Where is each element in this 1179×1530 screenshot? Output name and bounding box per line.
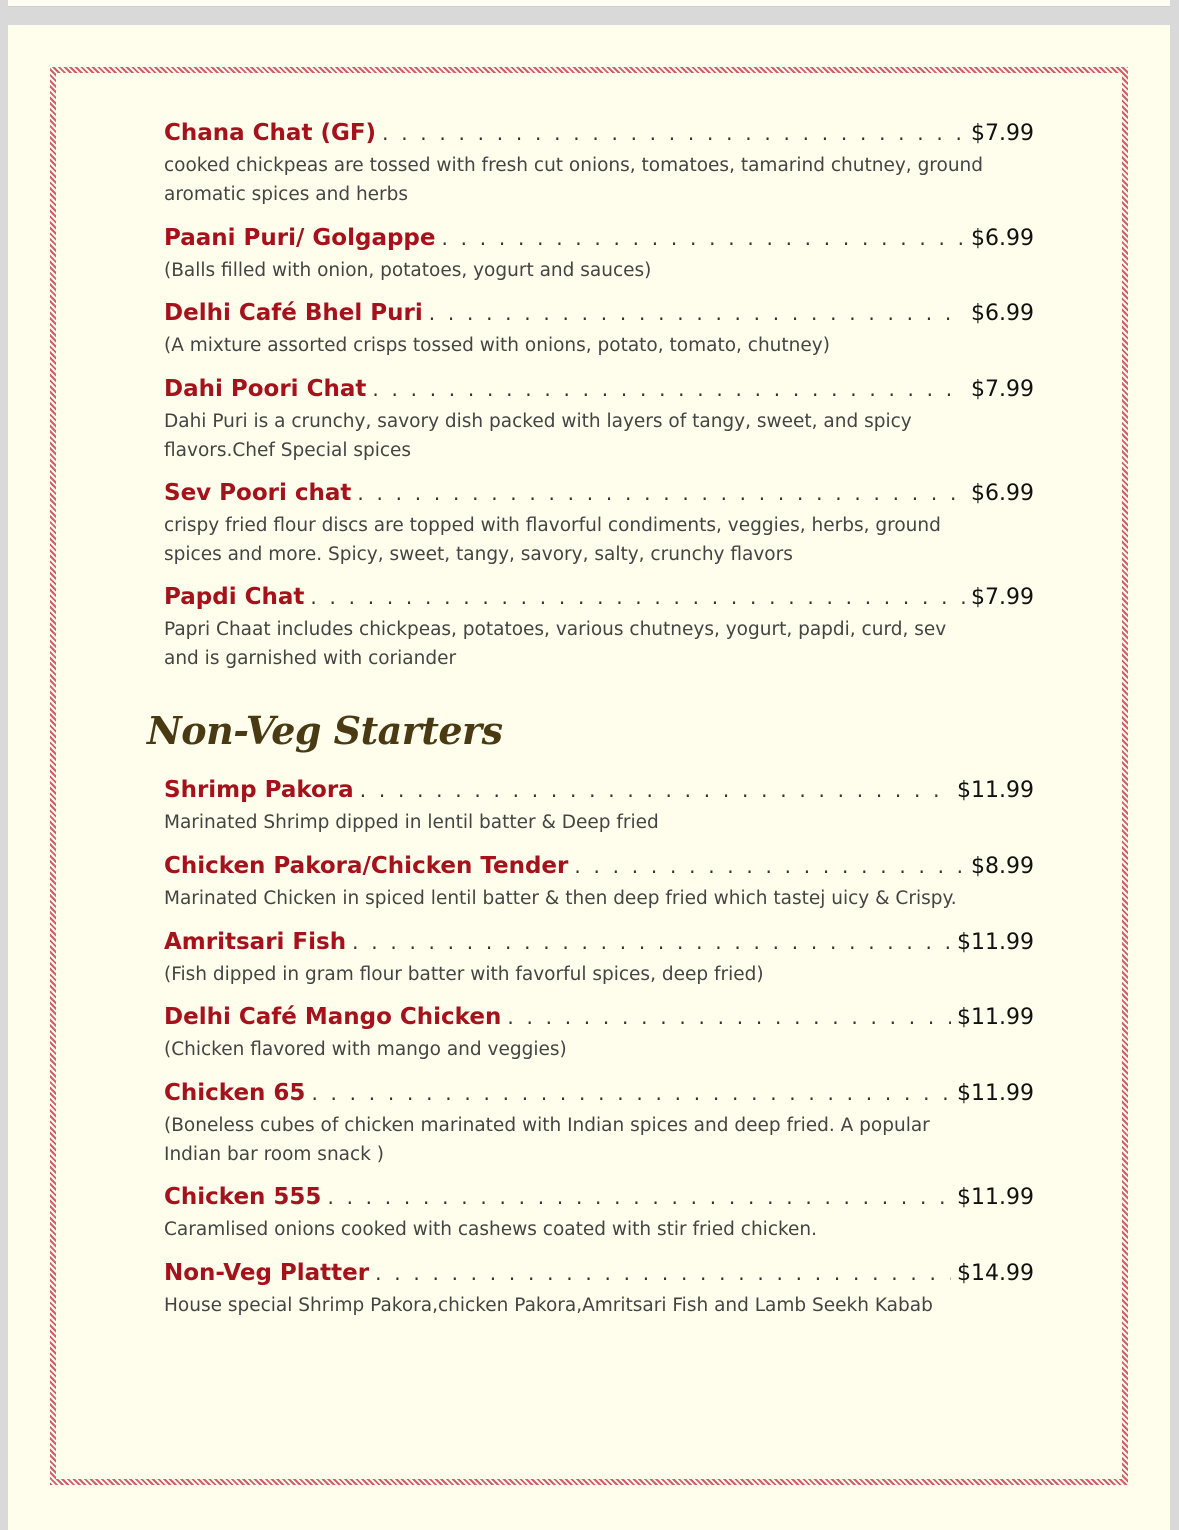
item-price: $11.99	[957, 930, 1034, 955]
menu-item	[164, 584, 1034, 673]
section-title: Non-Veg Starters	[147, 708, 503, 753]
item-description: Caramlised onions cooked with cashews coated with stir fried chicken.	[164, 1219, 818, 1240]
item-description: (Chicken flavored with mango and veggies)	[164, 1039, 567, 1060]
item-name: Delhi Café Mango Chicken	[164, 1004, 502, 1030]
dot-leader	[352, 930, 951, 954]
item-name: Dahi Poori Chat	[164, 376, 367, 402]
item-price: $11.99	[957, 1185, 1034, 1210]
item-price: $8.99	[971, 854, 1034, 879]
item-description: cooked chickpeas are tossed with fresh cut onions, tomatoes, tamarind chutney, ground aromatic spices and herbs	[164, 155, 984, 205]
dot-leader	[372, 377, 965, 401]
menu-item	[164, 120, 1034, 209]
item-name: Paani Puri/ Golgappe	[164, 225, 436, 251]
menu-item	[164, 853, 1034, 913]
item-name: Non-Veg Platter	[164, 1260, 370, 1286]
item-description: crispy fried flour discs are topped with flavorful condiments, veggies, herbs, ground spices and more. Spicy, sweet, tangy, savory, salty, crunchy flavors	[164, 515, 941, 565]
dot-leader	[507, 1005, 951, 1029]
item-name: Chana Chat (GF)	[164, 120, 377, 146]
dot-leader	[357, 481, 965, 505]
item-name: Chicken Pakora/Chicken Tender	[164, 853, 569, 879]
item-name: Chicken 65	[164, 1080, 306, 1106]
menu-item	[164, 1184, 1034, 1244]
item-description: Dahi Puri is a crunchy, savory dish packed with layers of tangy, sweet, and spicy flavors.Chef Special spices	[164, 411, 912, 461]
menu-page	[8, 25, 1170, 1530]
item-price: $7.99	[971, 377, 1034, 402]
item-price: $7.99	[971, 585, 1034, 610]
dot-leader	[360, 778, 951, 802]
dot-leader	[310, 585, 965, 609]
item-name: Papdi Chat	[164, 584, 305, 610]
dot-leader	[327, 1185, 951, 1209]
item-description: House special Shrimp Pakora,chicken Pakora,Amritsari Fish and Lamb Seekh Kabab	[164, 1295, 933, 1316]
item-description: (A mixture assorted crisps tossed with onions, potato, tomato, chutney)	[164, 335, 830, 356]
item-price: $11.99	[957, 1081, 1034, 1106]
item-description: (Fish dipped in gram flour batter with favorful spices, deep fried)	[164, 964, 764, 985]
dot-leader	[375, 1261, 951, 1285]
dot-leader	[442, 226, 966, 250]
item-description: Papri Chaat includes chickpeas, potatoes, various chutneys, yogurt, papdi, curd, sev and is garnished with coriander	[164, 619, 947, 669]
menu-item	[164, 1004, 1034, 1064]
item-description: Marinated Chicken in spiced lentil batter & then deep fried which tastej uicy & Crispy.	[164, 888, 957, 909]
menu-item	[164, 376, 1034, 465]
menu-item	[164, 225, 1034, 285]
item-name: Chicken 555	[164, 1184, 322, 1210]
menu-item	[164, 1080, 1034, 1169]
menu-item	[164, 300, 1034, 360]
item-description: Marinated Shrimp dipped in lentil batter & Deep fried	[164, 812, 659, 833]
item-name: Shrimp Pakora	[164, 777, 354, 803]
dot-leader	[382, 121, 965, 145]
item-price: $7.99	[971, 121, 1034, 146]
item-description: (Boneless cubes of chicken marinated with Indian spices and deep fried. A popular Indian bar room snack )	[164, 1115, 930, 1165]
item-description: (Balls filled with onion, potatoes, yogurt and sauces)	[164, 260, 652, 281]
menu-item	[164, 480, 1034, 569]
item-name: Amritsari Fish	[164, 929, 347, 955]
item-price: $6.99	[971, 301, 1034, 326]
previous-page-edge	[8, 0, 1170, 7]
item-price: $14.99	[957, 1261, 1034, 1286]
item-price: $11.99	[957, 1005, 1034, 1030]
dot-leader	[429, 301, 965, 325]
item-price: $6.99	[971, 481, 1034, 506]
menu-item	[164, 777, 1034, 837]
dot-leader	[311, 1081, 951, 1105]
item-name: Sev Poori chat	[164, 480, 352, 506]
item-name: Delhi Café Bhel Puri	[164, 300, 423, 326]
item-price: $6.99	[971, 226, 1034, 251]
item-price: $11.99	[957, 778, 1034, 803]
dot-leader	[574, 854, 965, 878]
menu-item	[164, 1260, 1034, 1320]
menu-item	[164, 929, 1034, 989]
